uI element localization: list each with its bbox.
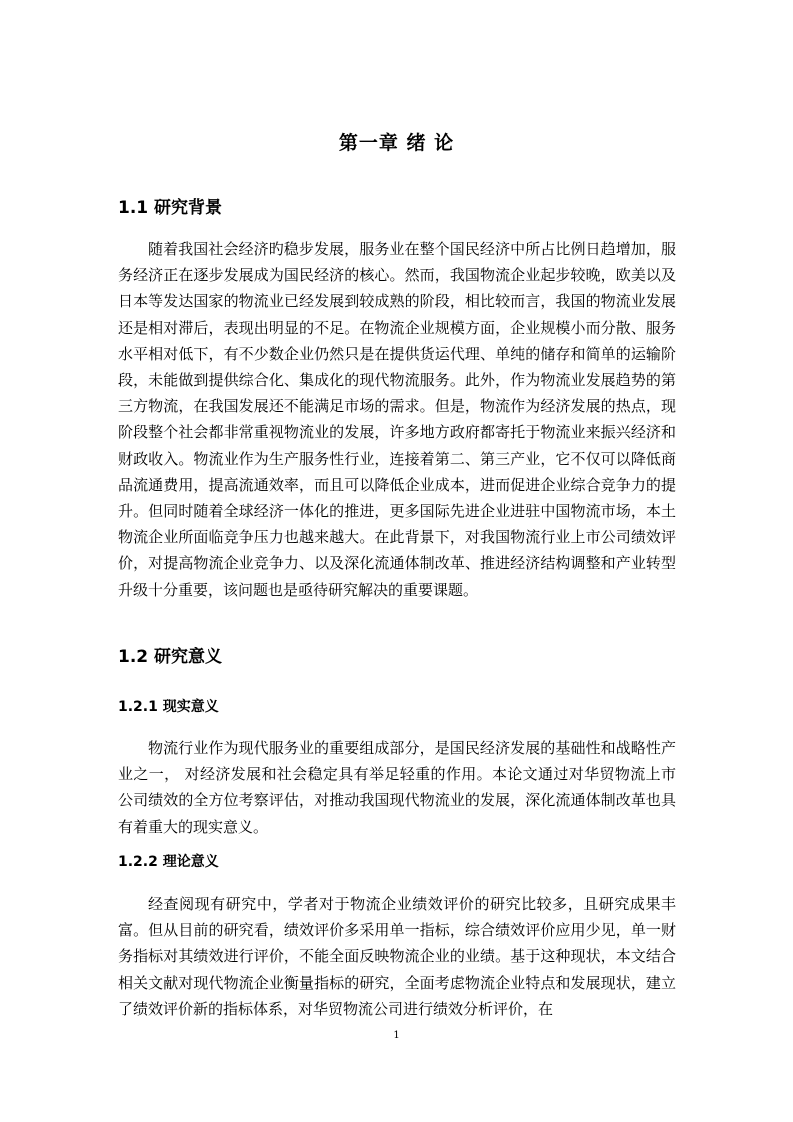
page-number: 1 — [393, 1030, 400, 1041]
chapter-title: 第一章 绪 论 — [338, 132, 455, 154]
section-heading-significance: 1.2 研究意义 — [118, 647, 223, 667]
paragraph-background: 随着我国社会经济旳稳步发展，服务业在整个国民经济中所占比例日趋增加，服务经济正在逐步发展成为国民经济的核心。然而，我国物流企业起步较晚，欧美以及日本等发达国家的物流业已经发展到较成熟的阶段，相比较而言，我国的物流业发展还是相对滞后，表现出明显的不足。在物流企业规模方面，企业规模小而分散、服务水平相对低下，有不少数企业仍然只是在提供货运代理、单纯的储存和简单的运输阶段，未能做到提供综合化、集成化的现代物流服务。此外，作为物流业发展趋势的第三方物流，在我国发展还不能满足市场的需求。但是，物流作为经济发展的热点，现阶段整个社会都非常重视物流业的发展，许多地方政府都寄托于物流业来振兴经济和财政收入。物流业作为生产服务性行业，连接着第二、第三产业，它不仅可以降低商品流通费用，提高流通效率，而且可以降低企业成本，进而促进企业综合竞争力的提升。但同时随着全球经济一体化的推进，更多国际先进企业进驻中国物流市场，本土物流企业所面临竞争压力也越来越大。在此背景下，对我国物流行业上市公司绩效评价，对提高物流企业竞争力、以及深化流通体制改革、推进经济结构调整和产业转型升级十分重要，该问题也是亟待研究解决的重要课题。 — [118, 240, 676, 599]
paragraph-theoretical: 经查阅现有研究中，学者对于物流企业绩效评价的研究比较多，且研究成果丰富。但从目前的研究看，绩效评价多采用单一指标，综合绩效评价应用少见，单一财务指标对其绩效进行评价，不能全面反映物流企业的业绩。基于这种现状，本文结合相关文献对现代物流企业衡量指标的研究，全面考虑物流企业特点和发展现状，建立了绩效评价新的指标体系，对华贸物流公司进行绩效分析评价，在 — [118, 895, 676, 1018]
subsection-heading-theoretical: 1.2.2 理论意义 — [118, 854, 219, 870]
paragraph-practical: 物流行业作为现代服务业的重要组成部分，是国民经济发展的基础性和战略性产业之一， 对经济发展和社会稳定具有举足轻重的作用。本论文通过对华贸物流上市公司绩效的全方位考察评估，对推动我国现代物流业的发展，深化流通体制改革也具有着重大的现实意义。 — [118, 739, 676, 836]
subsection-heading-practical: 1.2.1 现实意义 — [118, 699, 219, 715]
section-heading-background: 1.1 研究背景 — [118, 198, 223, 218]
